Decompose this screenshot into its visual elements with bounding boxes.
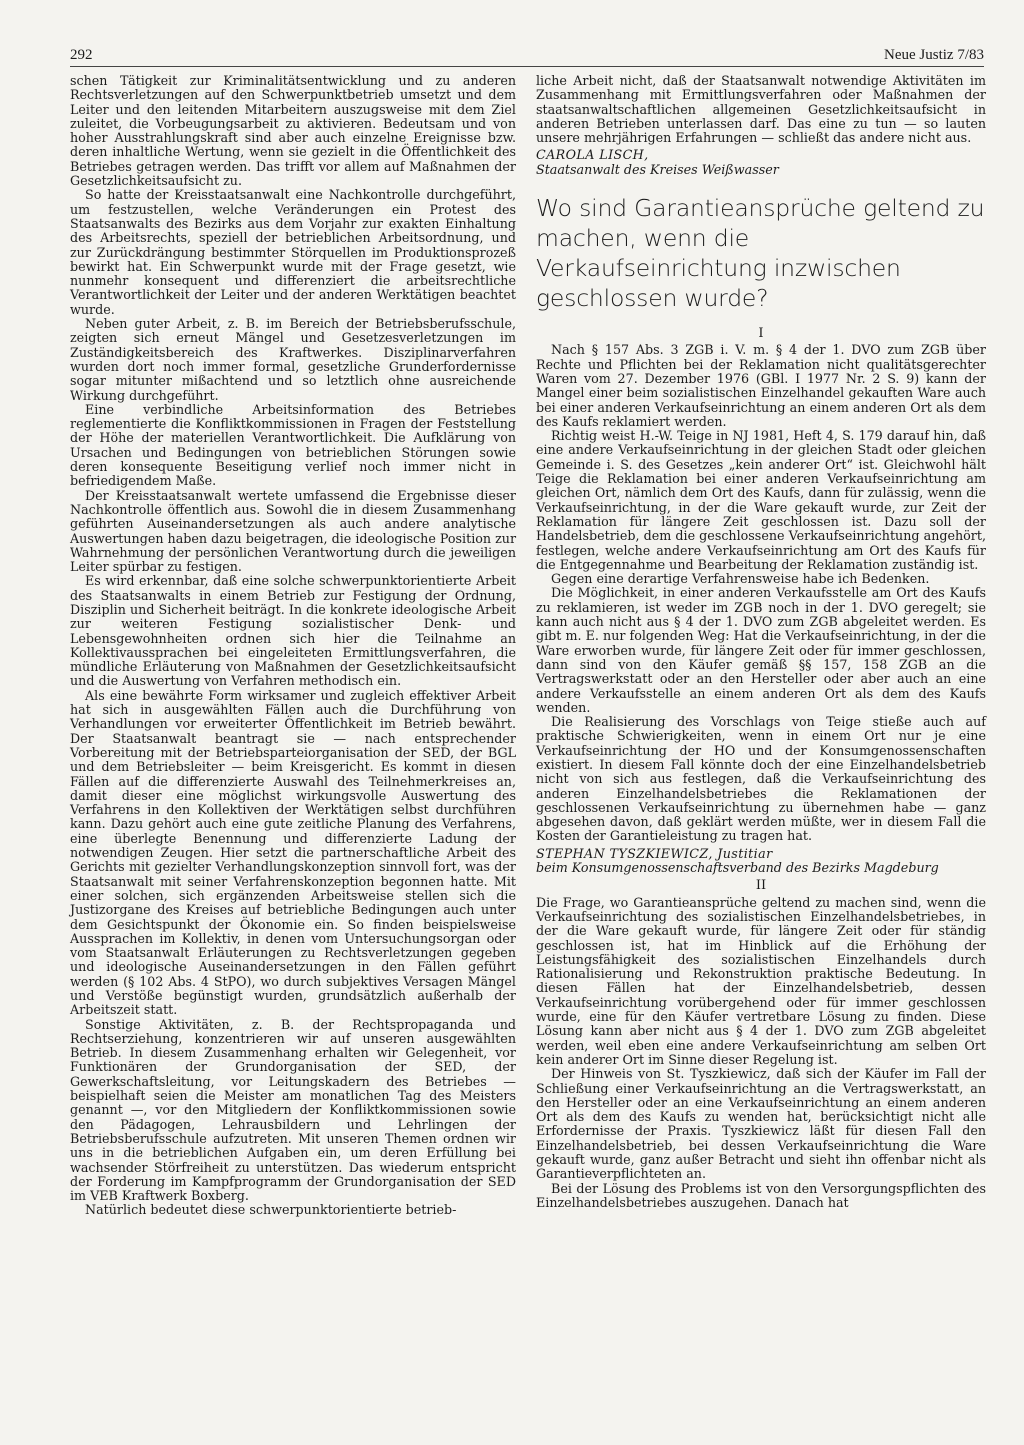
paragraph: Die Frage, wo Garantieansprüche geltend zu machen sind, wenn die Verkaufseinrichtung des sozialistischen Einzelhandelsbetriebes, in der die Ware gekauft wurde, für längere Zeit oder für ständig geschlossen ist, hat im Hinblick auf die Erhöhung der Leistungsfähigkeit des sozialistischen Einzelhandels durch Rationalisierung und Rekonstruktion praktische Bedeutung. In diesen Fällen hat der Einzelhandelsbetrieb, dessen Verkaufseinrichtung vorübergehend oder für immer geschlossen wurde, eine für den Käufer vertretbare Lösung zu finden. Diese Lösung kann aber nicht aus § 4 der 1. DVO zum ZGB abgeleitet werden, weil eben eine andere Verkaufseinrichtung am selben Ort kein anderer Ort im Sinne dieser Regelung ist. <box>536 894 986 1067</box>
left-column <box>70 74 516 1218</box>
paragraph: liche Arbeit nicht, daß der Staatsanwalt notwendige Aktivitäten im Zusammenhang mit Ermittlungsverfahren oder Maßnahmen der staatsanwaltschaftlichen allgemeinen Gesetzlichkeitsaufsicht in anderen Betrieben unterlassen darf. Das eine zu tun — so lauten unsere mehrjährigen Erfahrungen — schließt das andere nicht aus. <box>536 73 986 146</box>
paragraph: Nach § 157 Abs. 3 ZGB i. V. m. § 4 der 1. DVO zum ZGB über Rechte und Pflichten bei der Reklamation nicht qualitätsgerechter Waren vom 27. Dezember 1976 (GBl. I 1977 Nr. 2 S. 9) kann der Mangel einer beim sozialistischen Einzelhandel gekauften Ware auch bei einer anderen Verkaufseinrichtung an einem anderen Ort als dem des Kaufs reklamiert werden. <box>536 342 986 429</box>
paragraph: Bei der Lösung des Problems ist von den Versorgungspflichten des Einzelhandelsbetriebes auszugehen. Danach hat <box>536 1180 986 1210</box>
paragraph: Als eine bewährte Form wirksamer und zugleich effektiver Arbeit hat sich in ausgewählten Fällen auch die Durchführung von Verhandlungen vor erweiterter Öffentlichkeit im Betrieb bewährt. Der Staatsanwalt beantragt sie — nach entsprechender Vorbereitung mit der Betriebsparteiorganisation der SED, der BGL und dem Betriebsleiter — beim Kreisgericht. Es kommt in diesen Fällen auf die differenzierte Auswahl des Teilnehmerkreises an, damit dieser eine möglichst wirkungsvolle Auswertung des Verfahrens in den Kollektiven der Werktätigen selbst durchführen kann. Dazu gehört auch eine gute zeitliche Planung des Verfahrens, eine überlegte Benennung und differenzierte Ladung der notwendigen Zeugen. Hier setzt die partnerschaftliche Arbeit des Gerichts mit gezielter Verhandlungskonzeption sinnvoll fort, was der Staatsanwalt mit seiner Verfahrenskonzeption begonnen hatte. Mit einer solchen, sich ergänzenden Arbeitsweise stellen sich die Justizorgane des Kreises auf betriebliche Bedingungen auch unter dem Gesichtspunkt der Ökonomie ein. So finden beispielsweise Aussprachen im Kollektiv, in denen vom Untersuchungsorgan oder vom Staatsanwalt Erläuterungen zu Rechtsverletzungen gegeben und ideologische Auseinandersetzungen in den Fällen geführt werden (§ 102 Abs. 4 StPO), wo durch subjektives Versagen Mängel und Verstöße begünstigt wurden, grundsätzlich außerhalb der Arbeitszeit statt. <box>70 687 516 1018</box>
paragraph: Gegen eine derartige Verfahrensweise habe ich Bedenken. <box>551 571 930 587</box>
author-name: CAROLA LISCH, <box>536 147 649 163</box>
paragraph: Richtig weist H.-W. Teige in NJ 1981, Heft 4, S. 179 darauf hin, daß eine andere Verkaufseinrichtung in der gleichen Stadt oder gleichen Gemeinde i. S. des Gesetzes „kein anderer Ort“ ist. Gleichwohl hält Teige die Reklamation bei einer anderen Verkaufseinrichtung am gleichen Ort, nämlich dem Ort des Kaufs, dann für zulässig, wenn die Verkaufseinrichtung, in der die Ware gekauft wurde, zur Zeit der Reklamation für längere Zeit geschlossen ist. Dazu soll der Handelsbetrieb, dem die geschlossene Verkaufseinrichtung angehört, festlegen, welche andere Verkaufseinrichtung am Ort des Kaufs für die Entgegennahme und Bearbeitung der Reklamation zuständig ist. <box>536 428 986 572</box>
author-title: Staatsanwalt des Kreises Weißwasser <box>536 161 779 177</box>
page-number: 292 <box>70 47 93 63</box>
page-header <box>70 44 984 67</box>
paragraph: Der Kreisstaatsanwalt wertete umfassend die Ergebnisse dieser Nachkontrolle öffentlich aus. Sowohl die in diesem Zusammenhang geführten Auseinandersetzungen als auch andere analytische Auswertungen haben dazu beigetragen, die ideologische Position zur Wahrnehmung der persönlichen Verantwortung durch die jeweiligen Leiter spürbar zu festigen. <box>70 487 517 575</box>
author-name: STEPHAN TYSZKIEWICZ, Justitiar <box>536 845 773 861</box>
author-signature <box>536 148 986 177</box>
right-column <box>536 74 986 1210</box>
section-number: I <box>758 326 764 342</box>
section-number: II <box>755 878 767 894</box>
paragraph: Die Realisierung des Vorschlags von Teige stieße auch auf praktische Schwierigkeiten, wenn in einem Ort nur je eine Verkaufseinrichtung der HO und der Konsumgenossenschaften existiert. In diesem Fall könnte doch der eine Einzelhandelsbetrieb nicht von sich aus festlegen, daß die Verkaufseinrichtung des anderen Einzelhandelsbetriebes die Reklamationen der geschlossenen Verkaufseinrichtung zu übernehmen habe — ganz abgesehen davon, daß geklärt werden müßte, wer in diesem Fall die Kosten der Garantieleistung zu tragen hat. <box>536 714 986 844</box>
paragraph: Sonstige Aktivitäten, z. B. der Rechtspropaganda und Rechtserziehung, konzentrieren wir auf unseren ausgewählten Betrieb. In diesem Zusammenhang erhalten wir Gelegenheit, vor Funktionären der Grundorganisation der SED, der Gewerkschaftsleitung, vor Leitungskadern des Betriebes — beispielhaft seien die Meister am monatlichen Tag des Meisters genannt —, vor den Mitgliedern der Konfliktkommissionen sowie den Pädagogen, Lehrausbildern und Lehrlingen der Betriebsberufsschule aufzutreten. Mit unseren Themen ordnen wir uns in die betrieblichen Aufgaben ein, um deren Erfüllung bei wachsender Störfreiheit zu unterstützen. Das wiederum entspricht der Forderung im Kampfprogramm der Grundorganisation der SED im VEB Kraftwerk Boxberg. <box>70 1016 516 1204</box>
paragraph: schen Tätigkeit zur Kriminalitätsentwicklung und zu anderen Rechtsverletzungen auf den Schwerpunktbetrieb umsetzt und dem Leiter und den leitenden Mitarbeitern auszugsweise mit dem Ziel zuleitet, die Vorbeugungsarbeit zu aktivieren. Bedeutsam und von hoher Ausstrahlungskraft sind aber auch einzelne Ereignisse bzw. deren inhaltliche Wertung, wenn sie gezielt in die Öffentlichkeit des Betriebes getragen werden. Das trifft vor allem auf Maßnahmen der Gesetzlichkeitsaufsicht zu. <box>70 73 516 189</box>
paragraph: So hatte der Kreisstaatsanwalt eine Nachkontrolle durchgeführt, um festzustellen, welche Veränderungen ein Protest des Staatsanwalts des Bezirks aus dem Vorjahr zur exakten Einhaltung des Arbeitsrechts, speziell der betrieblichen Arbeitsordnung, und zur Zurückdrängung bestimmter Störquellen im Produktionsprozeß bewirkt hat. Ein Schwerpunkt wurde mit der Frage gesetzt, wie nunmehr konsequent und differenziert die arbeitsrechtliche Verantwortlichkeit der Leiter und der anderen Werktätigen beachtet wurde. <box>70 187 516 317</box>
article-headline: Wo sind Garantieansprüche geltend zu machen, wenn die Verkaufseinrichtung inzwischen geschlossen wurde? <box>536 194 985 313</box>
paragraph: Der Hinweis von St. Tyszkiewicz, daß sich der Käufer im Fall der Schließung einer Verkaufseinrichtung an die Vertragswerkstatt, an den Hersteller oder an eine Verkaufseinrichtung an einem anderen Ort als dem des Kaufs zu wenden hat, berücksichtigt nicht alle Erfordernisse der Praxis. Tyszkiewicz läßt für diesen Fall den Einzelhandelsbetrieb, bei dessen Verkaufseinrichtung die Ware gekauft wurde, ganz außer Betracht und sieht ihn offenbar nicht als Garantieverpflichteten an. <box>536 1066 986 1182</box>
journal-issue: Neue Justiz 7/83 <box>884 47 984 63</box>
author-title: beim Konsumgenossenschaftsverband des Bezirks Magdeburg <box>536 860 939 876</box>
paragraph: Neben guter Arbeit, z. B. im Bereich der Betriebsberufsschule, zeigten sich erneut Mängel und Gesetzesverletzungen im Zuständigkeitsbereich des Kraftwerkes. Disziplinarverfahren wurden dort noch immer formal, gesetzliche Grunderfordernisse sogar mitunter mißachtend und so letztlich ohne ausreichende Wirkung durchgeführt. <box>70 316 516 403</box>
paragraph: Eine verbindliche Arbeitsinformation des Betriebes reglementierte die Konfliktkommissionen in Fragen der Feststellung der Höhe der materiellen Verantwortlichkeit. Die Aufklärung von Ursachen und Bedingungen von betrieblichen Störungen sowie deren konsequente Beseitigung verlief noch immer nicht in befriedigendem Maße. <box>70 401 516 489</box>
paragraph: Die Möglichkeit, in einer anderen Verkaufsstelle am Ort des Kaufs zu reklamieren, ist weder im ZGB noch in der 1. DVO geregelt; sie kann auch nicht aus § 4 der 1. DVO zum ZGB abgeleitet werden. Es gibt m. E. nur folgenden Weg: Hat die Verkaufseinrichtung, in der die Ware erworben wurde, für längere Zeit oder für immer geschlossen, dann sind von den Käufer gemäß §§ 157, 158 ZGB an die Vertragswerkstatt oder an den Hersteller oder aber auch an eine andere Verkaufsstelle an einem anderen Ort als dem des Kaufs wenden. <box>536 585 986 715</box>
paragraph: Natürlich bedeutet diese schwerpunktorientierte betrieb- <box>85 1202 457 1218</box>
author-signature <box>536 847 986 876</box>
paragraph: Es wird erkennbar, daß eine solche schwerpunktorientierte Arbeit des Staatsanwalts in einem Betrieb zur Festigung der Ordnung, Disziplin und Sicherheit beiträgt. In die konkrete ideologische Arbeit zur weiteren Festigung sozialistischer Denk- und Lebensgewohnheiten ordnen sich hier die Teilnahme an Kollektivaussprachen bei eingeleiteten Ermittlungsverfahren, die mündliche Erläuterung von Maßnahmen der Gesetzlichkeitsaufsicht und die Auswertung von Verfahren methodisch ein. <box>70 573 516 689</box>
